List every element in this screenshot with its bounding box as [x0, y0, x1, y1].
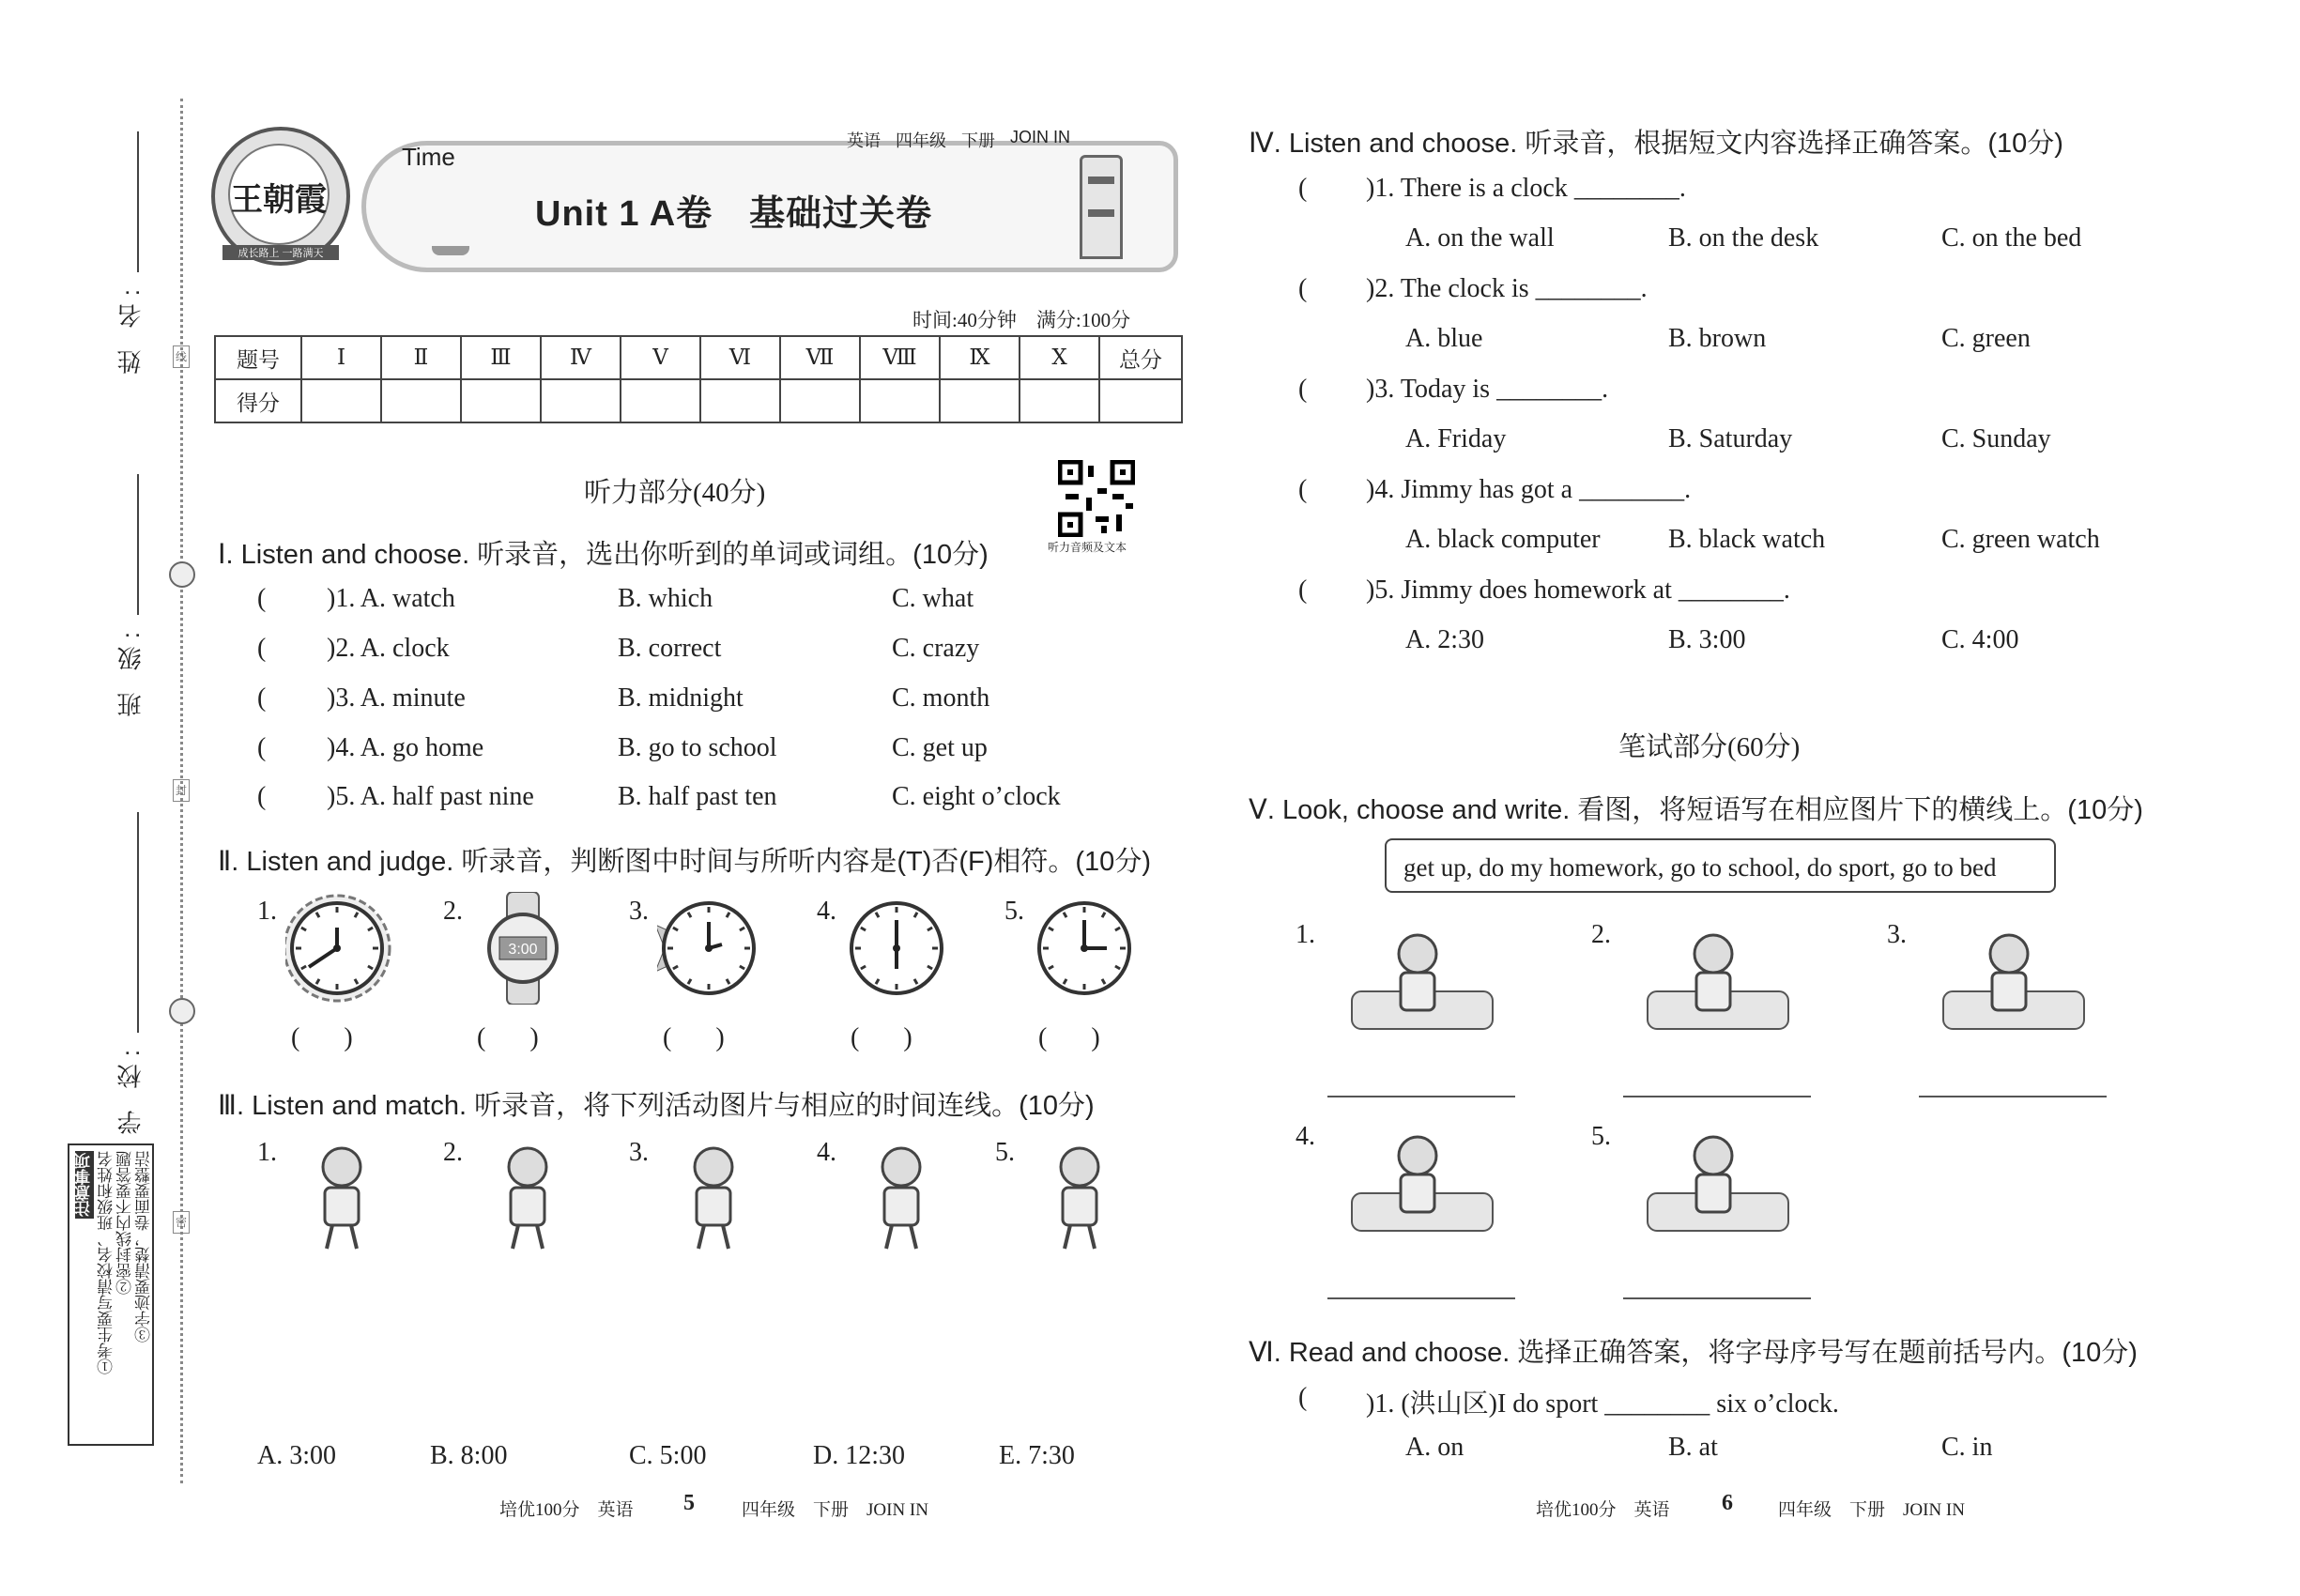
row-label: 得分: [215, 379, 301, 422]
option-c: C. what: [892, 584, 974, 613]
name-label: 姓 名:: [116, 282, 145, 375]
notes-title: 注意事项: [75, 1153, 93, 1217]
clock-number: 1.: [257, 897, 277, 926]
logo-sub: 成长路上 一路满天: [222, 245, 339, 260]
option-b: B. brown: [1668, 324, 1767, 353]
clock-icon: [285, 892, 393, 1005]
col-header: Ⅳ: [541, 336, 621, 379]
publisher-logo: [211, 127, 350, 266]
answer-bracket[interactable]: (: [257, 782, 267, 811]
option-a: A. 2:30: [1405, 625, 1484, 654]
activity-picture: [1638, 1128, 1798, 1240]
score-cell[interactable]: [780, 379, 860, 422]
writing-heading: 笔试部分(60分): [1618, 732, 1801, 762]
binding-hole: [169, 561, 195, 588]
cut-mark: 线: [173, 345, 190, 368]
time-option[interactable]: B. 8:00: [430, 1441, 508, 1470]
time-label: Time: [402, 143, 455, 171]
question-text: )5. Jimmy does homework at ________.: [1366, 575, 1790, 605]
note-item: ③字迹要清楚，卷面要整洁: [135, 1151, 153, 1343]
option-c: C. Sunday: [1941, 424, 2051, 453]
section-3-title: Ⅲ. Listen and match. 听录音，将下列活动图片与相应的时间连线。(10分): [218, 1091, 1095, 1121]
col-header: Ⅵ: [700, 336, 780, 379]
question-text: )4. Jimmy has got a ________.: [1366, 475, 1692, 504]
picture-number: 3.: [629, 1138, 649, 1167]
score-cell[interactable]: [381, 379, 461, 422]
col-header: Ⅲ: [461, 336, 541, 379]
clock-number: 4.: [817, 897, 836, 926]
option-b: B. black watch: [1668, 525, 1826, 554]
clock-number: 5.: [1004, 897, 1024, 926]
option-b: B. at: [1668, 1433, 1718, 1462]
option-a: )2. A. clock: [327, 634, 450, 663]
page-number-right: 6: [1722, 1491, 1733, 1515]
question-text: )3. Today is ________.: [1366, 375, 1609, 404]
meta-volume: 下册: [961, 131, 995, 150]
picture-number: 5.: [995, 1138, 1015, 1167]
option-b: B. 3:00: [1668, 625, 1746, 654]
qr-caption: 听力音频及文本: [1048, 541, 1127, 554]
tf-answer-bracket[interactable]: ( ): [477, 1023, 539, 1052]
clock-icon: [1033, 892, 1141, 1005]
ship-icon: [432, 246, 469, 255]
score-cell[interactable]: [940, 379, 1020, 422]
section-5-title: Ⅴ. Look, choose and write. 看图，将短语写在相应图片下的横线上。(10分): [1249, 795, 2143, 825]
picture-number: 5.: [1591, 1122, 1611, 1151]
question-text: )1. (洪山区)I do sport ________ six o’clock.: [1366, 1389, 1839, 1419]
col-header: Ⅸ: [940, 336, 1020, 379]
answer-bracket[interactable]: (: [1298, 174, 1308, 203]
col-header: Ⅰ: [301, 336, 381, 379]
activity-picture: [1934, 926, 2093, 1038]
option-b: B. half past ten: [618, 782, 777, 811]
answer-bracket[interactable]: (: [1298, 274, 1308, 303]
option-b: B. Saturday: [1668, 424, 1793, 453]
option-c: C. green: [1941, 324, 2031, 353]
binding-hole: [169, 998, 195, 1024]
picture-number: 4.: [1296, 1122, 1315, 1151]
time-option[interactable]: A. 3:00: [257, 1441, 336, 1470]
answer-line[interactable]: [1623, 1094, 1811, 1097]
meta-grade: 四年级: [896, 131, 946, 150]
score-cell[interactable]: [541, 379, 621, 422]
option-a: )4. A. go home: [327, 733, 484, 762]
page-number-left: 5: [683, 1491, 695, 1515]
logo-text: 王朝霞: [231, 183, 327, 218]
option-a: A. on: [1405, 1433, 1464, 1462]
row-label: 题号: [215, 336, 301, 379]
col-header: Ⅶ: [780, 336, 860, 379]
answer-line[interactable]: [1919, 1094, 2107, 1097]
activity-picture[interactable]: [285, 1141, 407, 1253]
option-a: A. Friday: [1405, 424, 1507, 453]
watch-time: 3:00: [508, 942, 538, 958]
activity-picture: [1638, 926, 1798, 1038]
option-c: C. eight o’clock: [892, 782, 1061, 811]
option-c: C. month: [892, 683, 990, 713]
lighthouse-icon: [1080, 155, 1123, 259]
meta-subject: 英语: [847, 131, 881, 150]
tf-answer-bracket[interactable]: ( ): [291, 1023, 353, 1052]
activity-picture[interactable]: [471, 1141, 593, 1253]
activity-picture[interactable]: [1023, 1141, 1145, 1253]
score-table: [214, 335, 1183, 423]
activity-picture: [1342, 926, 1502, 1038]
answer-bracket[interactable]: (: [1298, 575, 1308, 605]
footer-left-prefix: 培优100分 英语: [499, 1500, 634, 1520]
option-b: B. on the desk: [1668, 223, 1819, 253]
section-2-title: Ⅱ. Listen and judge. 听录音，判断图中时间与所听内容是(T)否(F)相符。(10分): [218, 847, 1151, 877]
score-cell[interactable]: [621, 379, 700, 422]
score-cell[interactable]: [461, 379, 541, 422]
option-a: )3. A. minute: [327, 683, 466, 713]
cut-mark: 密: [173, 1211, 190, 1234]
class-label: 班 级:: [116, 624, 145, 717]
option-a: )5. A. half past nine: [327, 782, 534, 811]
clock-number: 3.: [629, 897, 649, 926]
col-header: Ⅷ: [860, 336, 940, 379]
option-c: C. get up: [892, 733, 988, 762]
question-text: )2. The clock is ________.: [1366, 274, 1648, 303]
exam-info: 时间:40分钟 满分:100分: [912, 309, 1131, 331]
col-header: 总分: [1099, 336, 1182, 379]
picture-number: 1.: [257, 1138, 277, 1167]
answer-bracket[interactable]: (: [257, 733, 267, 762]
name-field[interactable]: [137, 131, 139, 272]
option-c: C. on the bed: [1941, 223, 2082, 253]
answer-line[interactable]: [1623, 1296, 1811, 1299]
answer-line[interactable]: [1327, 1296, 1515, 1299]
listening-heading: 听力部分(40分): [584, 478, 766, 508]
answer-bracket[interactable]: (: [257, 584, 267, 613]
footer-left-suffix: 四年级 下册 JOIN IN: [742, 1500, 928, 1520]
notes-box: [68, 1143, 154, 1446]
word-bank: get up, do my homework, go to school, do sport, go to bed: [1385, 838, 2056, 893]
option-a: )1. A. watch: [327, 584, 455, 613]
picture-number: 1.: [1296, 920, 1315, 949]
score-cell[interactable]: [1099, 379, 1182, 422]
tf-answer-bracket[interactable]: ( ): [663, 1023, 725, 1052]
picture-number: 3.: [1887, 920, 1907, 949]
footer-right-suffix: 四年级 下册 JOIN IN: [1778, 1500, 1965, 1520]
section-4-title: Ⅳ. Listen and choose. 听录音，根据短文内容选择正确答案。(10分): [1249, 129, 2063, 159]
meta-series: JOIN IN: [1010, 128, 1071, 146]
option-b: B. go to school: [618, 733, 777, 762]
answer-bracket[interactable]: (: [1298, 375, 1308, 404]
class-field[interactable]: [137, 474, 139, 615]
tf-answer-bracket[interactable]: ( ): [1038, 1023, 1100, 1052]
score-cell[interactable]: [1020, 379, 1099, 422]
note-item: ②密封线内不要答题: [116, 1151, 134, 1295]
school-field[interactable]: [137, 812, 139, 1033]
option-a: A. blue: [1405, 324, 1483, 353]
clock-icon: [657, 892, 765, 1005]
cut-mark: 封: [173, 779, 190, 802]
col-header: Ⅴ: [621, 336, 700, 379]
score-cell[interactable]: [860, 379, 940, 422]
col-header: Ⅱ: [381, 336, 461, 379]
option-a: A. black computer: [1405, 525, 1601, 554]
answer-bracket[interactable]: (: [257, 634, 267, 663]
school-label: 学 校:: [116, 1042, 145, 1135]
page-title: Unit 1 A卷 基础过关卷: [535, 194, 933, 234]
activity-picture[interactable]: [845, 1141, 967, 1253]
option-b: B. correct: [618, 634, 722, 663]
time-option[interactable]: E. 7:30: [999, 1441, 1075, 1470]
note-item: ①考生要写清校名、班级和姓名: [98, 1151, 115, 1374]
answer-bracket[interactable]: (: [257, 683, 267, 713]
watch-icon: [471, 892, 575, 1005]
option-b: B. which: [618, 584, 713, 613]
picture-number: 2.: [443, 1138, 463, 1167]
time-option[interactable]: D. 12:30: [813, 1441, 905, 1470]
tf-answer-bracket[interactable]: ( ): [851, 1023, 912, 1052]
score-cell[interactable]: [301, 379, 381, 422]
option-b: B. midnight: [618, 683, 744, 713]
clock-icon: [845, 892, 953, 1005]
option-c: C. in: [1941, 1433, 1993, 1462]
section-1-title: Ⅰ. Listen and choose. 听录音，选出你听到的单词或词组。(10分): [218, 540, 989, 570]
score-cell[interactable]: [700, 379, 780, 422]
option-c: C. green watch: [1941, 525, 2100, 554]
option-c: C. crazy: [892, 634, 980, 663]
picture-number: 2.: [1591, 920, 1611, 949]
option-c: C. 4:00: [1941, 625, 2019, 654]
col-header: Ⅹ: [1020, 336, 1099, 379]
activity-picture[interactable]: [657, 1141, 779, 1253]
section-6-title: Ⅵ. Read and choose. 选择正确答案，将字母序号写在题前括号内。(10分): [1249, 1338, 2138, 1368]
footer-right-prefix: 培优100分 英语: [1536, 1500, 1670, 1520]
qr-code-icon: [1058, 460, 1135, 537]
time-option[interactable]: C. 5:00: [629, 1441, 707, 1470]
question-text: )1. There is a clock ________.: [1366, 174, 1686, 203]
picture-number: 4.: [817, 1138, 836, 1167]
answer-line[interactable]: [1327, 1094, 1515, 1097]
option-a: A. on the wall: [1405, 223, 1555, 253]
activity-picture: [1342, 1128, 1502, 1240]
clock-number: 2.: [443, 897, 463, 926]
answer-bracket[interactable]: (: [1298, 475, 1308, 504]
answer-bracket[interactable]: (: [1298, 1383, 1308, 1412]
